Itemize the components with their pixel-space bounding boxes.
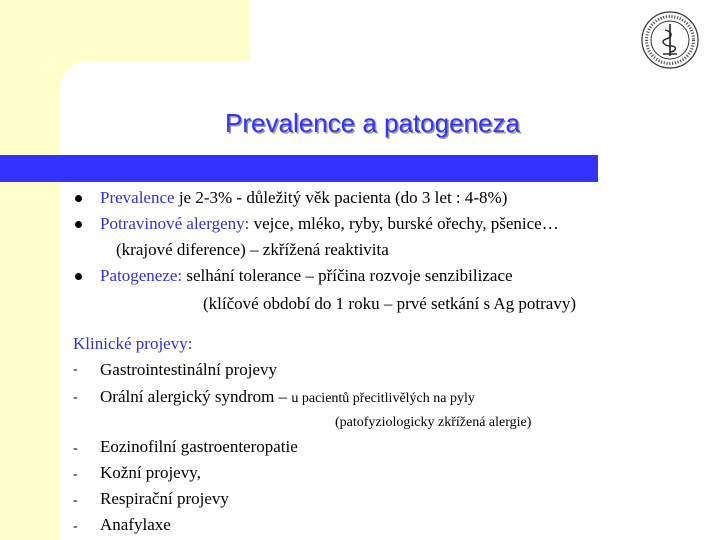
bullet-continuation: (klíčové období do 1 roku – prvé setkání s Ag potravy): [203, 294, 576, 313]
clinical-item: Gastrointestinální projevy: [100, 360, 278, 379]
clinical-item-text: Orální alergický syndrom –: [100, 387, 292, 406]
clinical-item-note: u pacientů přecitlivělých na pyly: [291, 391, 475, 406]
clinical-item-continuation: (patofyziologicky zkřížená alergie): [335, 415, 532, 430]
clinical-item: Eozinofilní gastroenteropatie: [100, 437, 298, 456]
bullet-marker: [75, 221, 82, 228]
bullet-text: selhání tolerance – příčina rozvoje senzibilizace: [182, 266, 513, 285]
university-seal-logo: [640, 10, 700, 70]
dash-marker: -: [73, 390, 78, 405]
title-underline-bar: [0, 155, 598, 182]
bullet-item: [100, 265, 513, 287]
clinical-item: Respirační projevy: [100, 489, 229, 508]
bullet-term: Patogeneze:: [100, 266, 183, 285]
bullet-marker: [75, 195, 82, 202]
dash-marker: -: [73, 441, 78, 456]
bullet-text: vejce, mléko, ryby, burské ořechy, pšenice…: [249, 214, 559, 233]
bullet-continuation: (krajové diference) – zkřížená reaktivita: [116, 240, 389, 259]
clinical-item: [100, 386, 475, 410]
clinical-item: Anafylaxe: [100, 515, 171, 534]
bullet-item: [100, 213, 559, 235]
slide-title: Prevalence a patogeneza: [225, 108, 520, 138]
bullet-term: Prevalence: [100, 188, 175, 207]
bullet-term: Potravinové alergeny:: [100, 214, 250, 233]
clinical-heading: Klinické projevy:: [73, 334, 193, 353]
dash-marker: -: [73, 519, 78, 534]
dash-marker: -: [73, 362, 78, 377]
dash-marker: -: [73, 467, 78, 482]
bullet-marker: [75, 273, 82, 280]
bullet-text: je 2-3% - důležitý věk pacienta (do 3 let : 4-8%): [174, 188, 508, 207]
bullet-item: [100, 187, 507, 209]
clinical-item: Kožní projevy,: [100, 463, 201, 482]
dash-marker: -: [73, 493, 78, 508]
